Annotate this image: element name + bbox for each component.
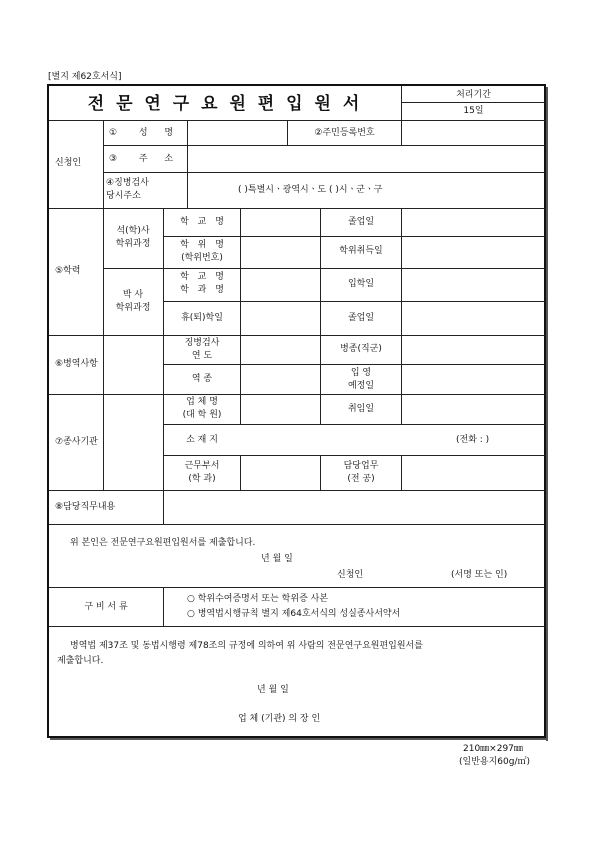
graduation-date-input[interactable] (402, 209, 545, 236)
degree-date-input[interactable] (402, 237, 545, 268)
masters-label-2: 학위과정 (115, 239, 151, 249)
enlist-label: 입 영 (350, 368, 372, 378)
rrn-input[interactable] (402, 121, 545, 145)
duty-content-input[interactable] (164, 491, 545, 524)
processing-label: 처리기간 (456, 90, 491, 100)
paper-type: (일반용지60g/㎡) (459, 757, 530, 767)
masters-label: 석(학)사 (116, 226, 150, 236)
declaration-date: 년 월 일 (261, 554, 293, 564)
rrn-label: ②주민등록번호 (314, 128, 375, 138)
degree-input[interactable] (241, 237, 320, 268)
company-label: 업 체 명 (186, 397, 218, 407)
frame-shadow (546, 87, 548, 741)
documents-item-1: ○ 학위수여증명서 또는 학위증 사본 (187, 594, 329, 604)
exam-address-label: ④징병검사 (106, 178, 149, 188)
exam-address-label-2: 당시주소 (106, 191, 141, 201)
military-section-label: ⑥병역사항 (55, 359, 98, 369)
school-label: 학 교 명 (180, 217, 224, 227)
address-label: 주 소 (138, 154, 174, 164)
duty-label-2: (전 공) (347, 474, 375, 484)
graduation-date-label-2: 졸업일 (347, 313, 375, 323)
submission-text: 병역법 제37조 및 동법시행령 제78조의 규정에 의하여 위 사람의 전문연구요원편입원서를 (70, 641, 423, 651)
documents-item-2: ○ 병역법시행규칙 별지 제64호서식의 성실종사서약서 (187, 609, 401, 619)
form-number: [별지 제62호서식] (48, 72, 122, 82)
degree-no-label: (학위번호) (181, 253, 223, 263)
duty-label: 담당업무 (343, 461, 379, 471)
address-number: ③ (109, 154, 118, 164)
phone-label[interactable]: (전화 : ) (456, 435, 490, 445)
company-label-2: (대 학 원) (182, 410, 222, 420)
graduation-date-label: 졸업일 (347, 217, 375, 227)
duty-content-label: ⑧담당직무내용 (55, 502, 116, 512)
degree-label: 학 위 명 (180, 240, 224, 250)
hire-date-label: 취임일 (347, 404, 375, 414)
address-input[interactable] (188, 146, 545, 172)
exam-address-fill[interactable]: ( )특별시ㆍ광역시ㆍ도 ( )시ㆍ군ㆍ구 (238, 185, 383, 195)
form-title: 전 문 연 구 요 원 편 입 원 서 (87, 94, 363, 114)
exam-year-label: 징병검사 (184, 338, 220, 348)
processing-period: 15일 (463, 106, 484, 116)
location-label: 소 재 지 (186, 435, 218, 445)
school-input[interactable] (241, 209, 320, 236)
service-type-label: 역 종 (191, 374, 213, 384)
department-label-2: (학 과) (188, 474, 216, 484)
paper-size: 210㎜×297㎜ (463, 744, 523, 754)
frame-shadow (50, 738, 548, 740)
entry-date-label: 입학일 (347, 279, 375, 289)
department-label: 근무부서 (184, 461, 220, 471)
employer-section-label: ⑦종사기관 (55, 437, 98, 447)
name-label: 성 명 (138, 128, 174, 138)
declaration-sign: (서명 또는 인) (451, 570, 508, 580)
education-section-label: ⑤학력 (55, 266, 81, 276)
submission-seal: 업 체 (기관) 의 장 인 (238, 714, 321, 724)
documents-label: 구 비 서 류 (84, 602, 128, 612)
major-label: 학 과 명 (180, 285, 224, 295)
submission-date: 년 월 일 (257, 685, 289, 695)
submission-text-2: 제출합니다. (57, 656, 104, 666)
enlist-label-2: 예정일 (347, 381, 375, 391)
declaration-applicant: 신청인 (337, 570, 364, 580)
doctor-label-2: 학위과정 (115, 303, 151, 313)
exam-year-label-2: 연 도 (191, 351, 213, 361)
name-input[interactable] (188, 121, 287, 145)
degree-date-label: 학위취득일 (339, 246, 383, 256)
name-number: ① (109, 128, 118, 138)
declaration-text: 위 본인은 전문연구요원편입원서를 제출합니다. (70, 538, 256, 548)
leave-date-label: 휴(퇴)학일 (181, 313, 223, 323)
doctor-label: 박 사 (122, 290, 144, 300)
school2-label: 학 교 명 (180, 272, 224, 282)
applicant-section-label: 신청인 (55, 158, 82, 168)
branch-label: 병종(직군) (340, 344, 382, 354)
